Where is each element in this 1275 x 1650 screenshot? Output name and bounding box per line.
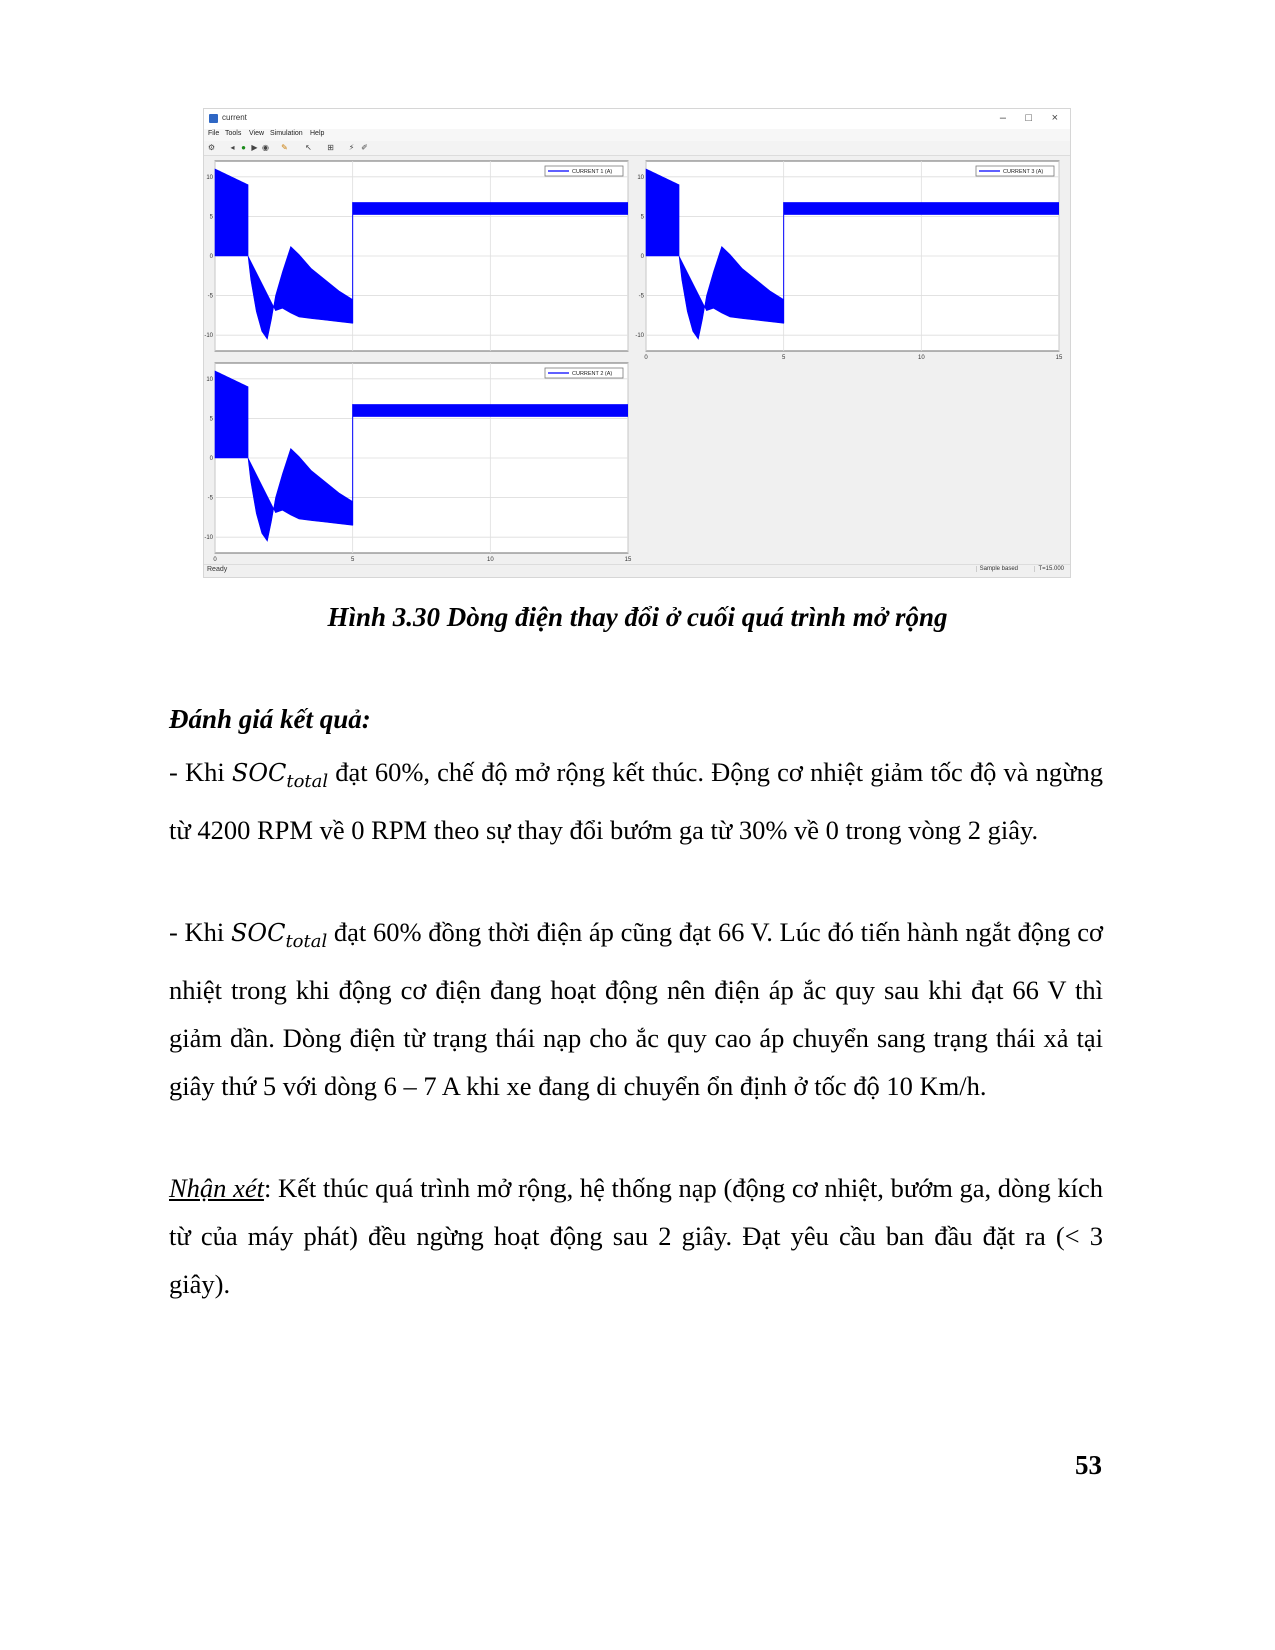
y-tick-label: 0 [209,456,213,462]
autoscale-icon[interactable]: ⚡ [348,143,355,152]
x-tick-label: 0 [213,557,217,563]
y-tick-label: -5 [638,293,644,300]
close-button[interactable]: × [1051,112,1058,124]
status-time: T=15.000 [1034,566,1064,572]
title-bar [204,109,1070,129]
settings-icon[interactable]: ⚙ [207,143,216,152]
maximize-button[interactable]: □ [1025,112,1032,124]
soc-subscript: total [286,771,329,792]
paragraph-2 [169,908,1103,1110]
zoom-icon[interactable]: ⊞ [327,143,334,152]
menu-file[interactable]: File [208,130,220,137]
soc-base: SOC [231,759,287,787]
section-heading: Đánh giá kết quả: [169,704,371,734]
plots-svg [204,156,1070,565]
y-tick-label: 5 [209,416,213,423]
x-tick-label: 10 [486,557,494,563]
soc-total-symbol [230,919,328,952]
x-tick-label: 5 [350,557,355,563]
app-icon [209,114,218,123]
figure-caption: Hình 3.30 Dòng điện thay đổi ở cuối quá trình mở rộng [327,602,948,632]
cursor-icon[interactable]: ↖ [305,143,312,152]
legend-label: CURRENT 1 (A) [572,169,613,175]
y-tick-label: -5 [207,293,213,300]
edit-icon[interactable]: ✐ [361,143,368,152]
soc-subscript: total [285,931,328,952]
menu-bar [204,129,1070,141]
y-tick-label: -10 [635,333,644,340]
y-tick-label: 5 [209,214,213,221]
menu-help[interactable]: Help [310,130,325,137]
y-tick-label: 0 [209,254,213,260]
x-tick-label: 10 [917,355,925,361]
series-band-phase3 [353,404,628,417]
y-tick-label: 5 [640,214,644,221]
remark-colon: : [263,1173,272,1203]
window-title: current [222,113,247,122]
menu-view[interactable]: View [249,130,265,137]
x-tick-label: 0 [644,355,648,361]
x-tick-label: 15 [1055,355,1063,361]
toolbar [204,141,1070,156]
paragraph-3 [169,1164,1103,1308]
series-band-phase3 [784,202,1059,215]
para2-text: đạt 60% đồng thời điện áp cũng đạt 66 V. Lúc đó tiến hành ngắt động cơ nhiệt trong khi động cơ điện đang hoạt động nên điện áp ắc quy sau khi đạt 66 V thì giảm dần. Dòng điện từ trạng thái nạp cho ắc quy cao áp chuyển sang trạng thái xả tại giây thứ 5 với dòng 6 – 7 A khi xe đang di chuyển ổn định ở tốc độ 10 Km/h. [169,917,1104,1101]
legend-label: CURRENT 2 (A) [572,371,613,377]
y-tick-label: -10 [204,333,213,340]
legend-label: CURRENT 3 (A) [1003,169,1044,175]
x-tick-label: 15 [624,557,632,563]
para3-text: Kết thúc quá trình mở rộng, hệ thống nạp (động cơ nhiệt, bướm ga, dòng kích từ của máy phát) đều ngừng hoạt động sau 2 giây. Đạt yêu cầu ban đầu đặt ra (< 3 giây). [169,1173,1104,1299]
record-icon[interactable]: ◉ [262,143,269,152]
y-tick-label: 10 [206,376,213,383]
status-bar [204,564,1070,577]
menu-tools[interactable]: Tools [225,130,242,137]
para1-text: đạt 60%, chế độ mở rộng kết thúc. Động cơ nhiệt giảm tốc độ và ngừng từ 4200 RPM về 0 RPM theo sự thay đổi bướm ga từ 30% về 0 trong vòng 2 giây. [169,757,1104,845]
highlight-icon[interactable]: ✎ [281,143,288,152]
y-tick-label: -5 [207,495,213,502]
series-band-phase3 [353,202,628,215]
status-sample-based: Sample based [976,566,1018,572]
paragraph-1 [169,748,1103,854]
plot-area [204,156,1070,565]
y-tick-label: -10 [204,535,213,542]
y-tick-label: 0 [640,254,644,260]
para2-prefix: - Khi [169,917,231,947]
remark-label: Nhận xét [169,1173,264,1203]
y-tick-label: 10 [637,174,644,181]
y-tick-label: 10 [206,174,213,181]
soc-total-symbol [231,759,329,792]
run-icon[interactable]: ● [241,143,246,152]
minimize-button[interactable]: – [999,112,1006,124]
page-number: 53 [1075,1450,1102,1480]
x-tick-label: 5 [781,355,786,361]
step-forward-icon[interactable]: ▶ [251,143,258,152]
stop-icon[interactable]: ◂ [230,143,235,152]
status-ready: Ready [207,566,228,573]
para1-prefix: - Khi [169,757,232,787]
soc-base: SOC [230,919,286,947]
menu-simulation[interactable]: Simulation [270,130,303,137]
scope-window [203,108,1071,578]
